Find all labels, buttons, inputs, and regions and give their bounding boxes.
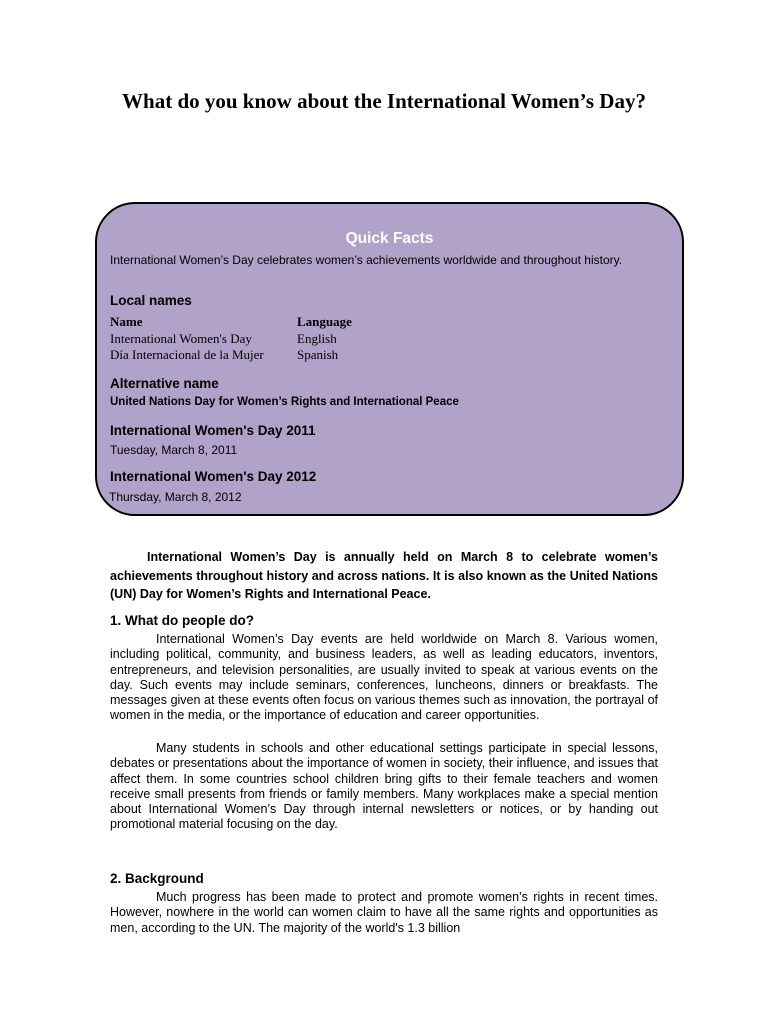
table-cell-name: International Women's Day <box>110 330 252 346</box>
local-names-heading: Local names <box>110 293 192 308</box>
table-cell-language: English <box>297 330 337 346</box>
table-row <box>110 347 352 364</box>
day-2011-date: Tuesday, March 8, 2011 <box>110 443 238 457</box>
table-header-language: Language <box>297 314 352 329</box>
day-2011-heading: International Women's Day 2011 <box>110 423 316 438</box>
local-names-table <box>110 314 352 364</box>
body-paragraph: Much progress has been made to protect and promote women’s rights in recent times. However, nowhere in the world can women claim to have all the same rights and opportunities as men, according to the UN. The majority of the world's 1.3 billion <box>110 890 658 935</box>
day-2012-date: Thursday, March 8, 2012 <box>109 490 242 504</box>
alternative-name-heading: Alternative name <box>110 376 219 391</box>
page-title: What do you know about the International Women’s Day? <box>122 89 646 113</box>
alternative-name-value: United Nations Day for Women’s Rights and International Peace <box>110 396 459 408</box>
quick-facts-box <box>95 202 684 516</box>
day-2012-heading: International Women's Day 2012 <box>110 469 317 484</box>
body-paragraph: International Women’s Day events are held worldwide on March 8. Various women, including political, community, and business leaders, as well as leading educators, inventors, entrepreneurs, and television personalities, are usually invited to speak at various events on the day. Such events may include seminars, conferences, luncheons, dinners or breakfasts. The messages given at these events often focus on various themes such as innovation, the portrayal of women in the media, or the importance of education and career opportunities. <box>110 632 658 723</box>
section-heading-background: 2. Background <box>110 871 204 886</box>
quick-facts-heading: Quick Facts <box>345 230 434 247</box>
table-cell-name: Día Internacional de la Mujer <box>110 347 264 362</box>
body-paragraph: Many students in schools and other educational settings participate in special lessons, debates or presentations about the importance of women in society, their influence, and issues that affect them. In some countries school children bring gifts to their female teachers and women receive small presents from friends or family members. Many workplaces make a special mention about International Women’s Day through internal newsletters or notices, or by handing out promotional material focusing on the day. <box>110 741 658 832</box>
section-heading-what-do-people-do: 1. What do people do? <box>110 613 254 628</box>
table-row <box>110 331 352 348</box>
quick-facts-intro: International Women’s Day celebrates women’s achievements worldwide and throughout history. <box>110 253 623 267</box>
table-header-name: Name <box>110 314 143 329</box>
table-header-row <box>110 314 352 331</box>
table-cell-language: Spanish <box>297 347 339 362</box>
lead-paragraph: International Women’s Day is annually held on March 8 to celebrate women’s achievements throughout history and across nations. It is also known as the United Nations (UN) Day for Women’s Rights and International Peace. <box>110 550 658 601</box>
